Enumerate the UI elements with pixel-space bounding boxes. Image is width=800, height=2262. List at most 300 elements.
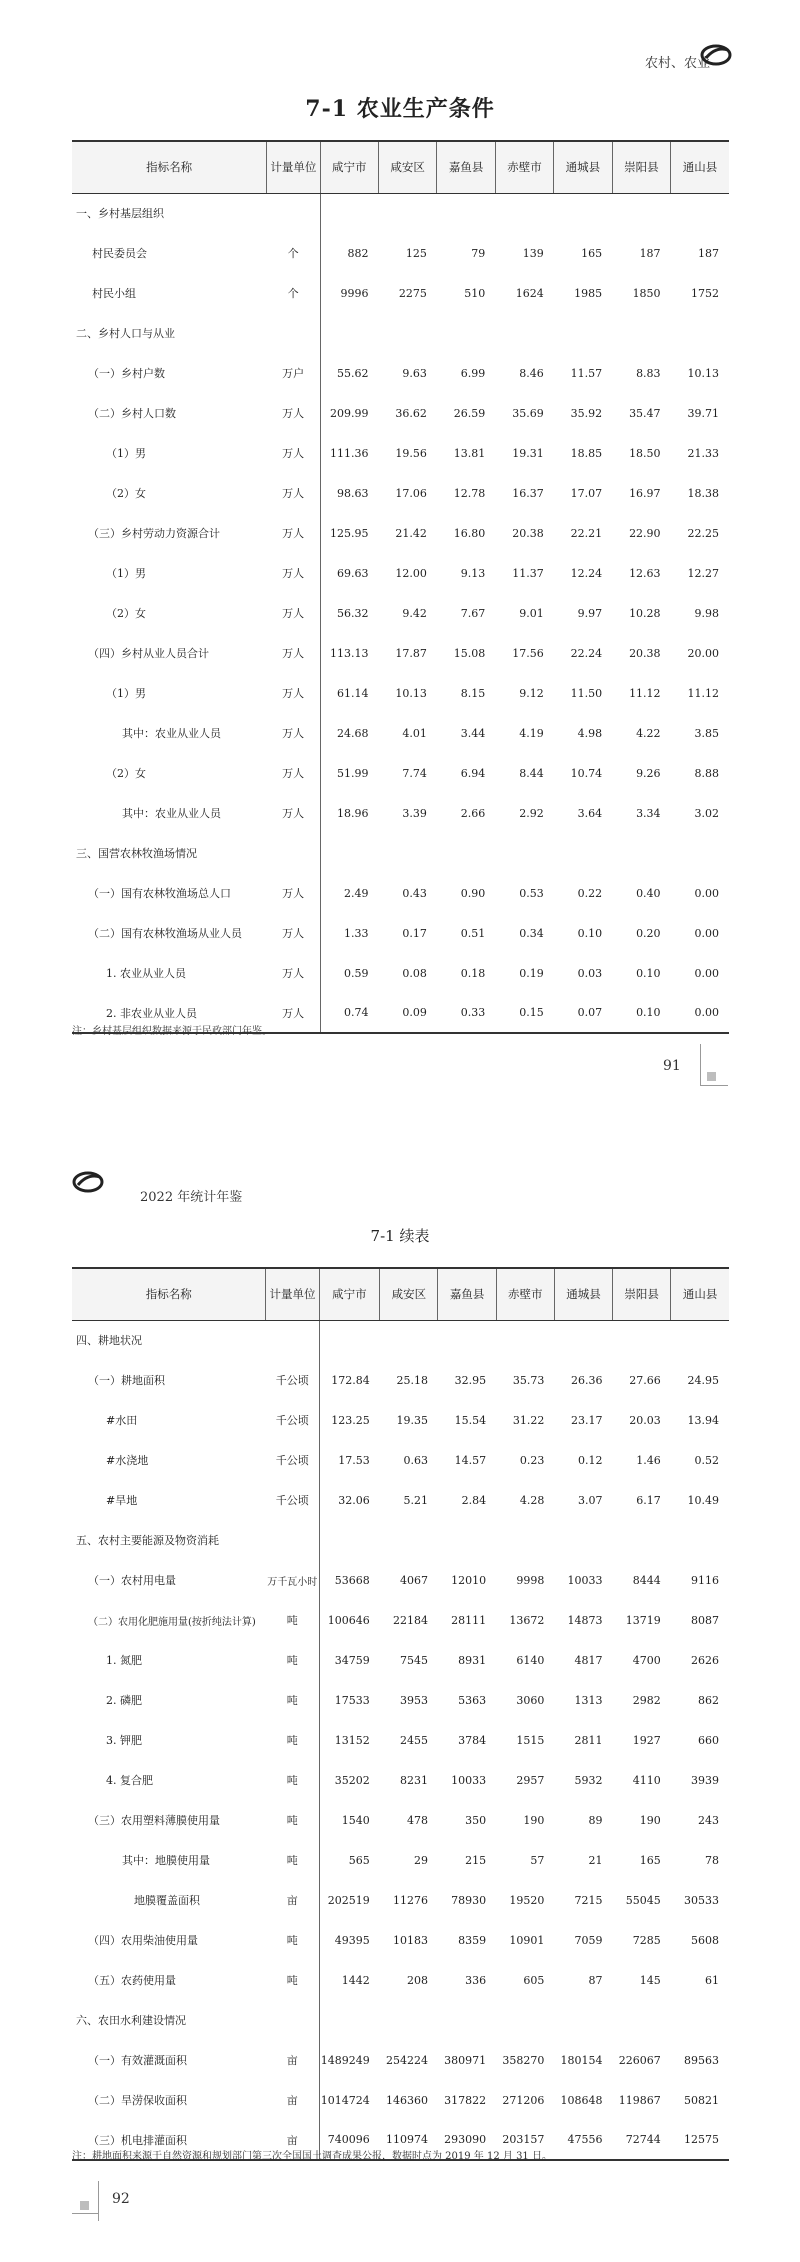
cell-value <box>380 1320 438 1360</box>
cell-value <box>378 193 436 233</box>
row-label: 其中：农业从业人员 <box>122 807 221 820</box>
cell-value: 3.34 <box>636 806 661 820</box>
table-row <box>72 1360 729 1400</box>
cell-value: 0.23 <box>519 1453 545 1467</box>
page-92 <box>0 1131 800 2262</box>
cell-value: 22.25 <box>687 526 719 540</box>
cell-value: 89563 <box>684 2053 719 2067</box>
cell-value: 20.38 <box>512 526 544 540</box>
cell-value <box>495 313 553 353</box>
cell-value: 98.63 <box>336 486 369 500</box>
cell-value: 6.17 <box>636 1493 661 1507</box>
cell-value <box>320 313 378 353</box>
cell-value: 0.17 <box>402 926 427 940</box>
cell-value <box>319 2000 380 2040</box>
row-label: 其中：农业从业人员 <box>122 727 221 740</box>
cell-value: 4.22 <box>636 726 661 740</box>
cell-value: 11.37 <box>512 566 544 580</box>
row-unit <box>267 193 320 233</box>
cell-value: 10.13 <box>395 686 427 700</box>
cell-value: 22.21 <box>570 526 603 540</box>
cell-value: 12.63 <box>629 566 661 580</box>
row-label: 六、农田水利建设情况 <box>76 2014 186 2027</box>
cell-value: 6.94 <box>460 766 486 780</box>
cell-value: 113.13 <box>329 646 369 660</box>
cell-value: 17.53 <box>338 1453 370 1467</box>
cell-value: 9.97 <box>577 606 603 620</box>
cell-value <box>320 193 378 233</box>
cell-value: 0.12 <box>578 1453 603 1467</box>
cell-value: 358270 <box>502 2053 545 2067</box>
cell-value: 3.85 <box>694 726 719 740</box>
cell-value <box>437 833 495 873</box>
row-unit: 千公顷 <box>266 1480 319 1520</box>
cell-value: 49395 <box>334 1933 370 1947</box>
row-label: （三）机电排灌面积 <box>72 2120 266 2160</box>
cell-value: 8444 <box>632 1573 661 1587</box>
cell-value: 1624 <box>515 286 544 300</box>
cell-value: 0.43 <box>402 886 427 900</box>
row-unit: 亩 <box>266 2120 319 2160</box>
table-row <box>72 553 729 593</box>
table-row <box>72 953 729 993</box>
cell-value: 1752 <box>691 286 719 300</box>
agri-conditions-continued-table <box>72 1267 729 2161</box>
table-row <box>72 753 729 793</box>
cell-value: 1014724 <box>320 2093 370 2107</box>
table-row <box>72 273 729 313</box>
cell-value: 21 <box>588 1853 603 1867</box>
cell-value: 203157 <box>496 2120 554 2160</box>
cell-value: 119867 <box>618 2093 661 2107</box>
cell-value: 271206 <box>502 2093 545 2107</box>
cell-value: 10.74 <box>570 766 603 780</box>
cell-value: 35.73 <box>512 1373 545 1387</box>
cell-value: 61.14 <box>336 686 369 700</box>
cell-value: 20.38 <box>629 646 661 660</box>
column-header: 崇阳县 <box>613 1268 671 1320</box>
cell-value <box>496 1320 554 1360</box>
cell-value <box>378 313 436 353</box>
row-label: 五、农村主要能源及物资消耗 <box>76 1534 219 1547</box>
cell-value: 8.83 <box>636 366 661 380</box>
cell-value: 8.46 <box>519 366 544 380</box>
cell-value: 0.18 <box>460 966 486 980</box>
row-unit: 千公顷 <box>266 1400 319 1440</box>
row-label: 一、乡村基层组织 <box>76 207 164 221</box>
table-title: 7-1 农业生产条件 <box>305 96 495 122</box>
cell-value <box>613 1320 671 1360</box>
cell-value <box>671 2000 729 2040</box>
cell-value: 0.59 <box>343 966 369 980</box>
cell-value: 0.22 <box>577 886 603 900</box>
cell-value: 0.63 <box>403 1453 428 1467</box>
cell-value: 1985 <box>574 286 603 300</box>
cell-value: 1442 <box>341 1973 370 1987</box>
cell-value: 202519 <box>327 1893 370 1907</box>
row-unit <box>266 1320 319 1360</box>
table-row <box>72 2000 729 2040</box>
row-unit: 吨 <box>266 1640 319 1680</box>
cell-value: 1.46 <box>636 1453 661 1467</box>
cell-value: 25.18 <box>396 1373 428 1387</box>
cell-value: 12010 <box>451 1573 487 1587</box>
cell-value: 7.67 <box>460 606 486 620</box>
cell-value: 10183 <box>392 1933 428 1947</box>
column-header: 嘉鱼县 <box>437 141 495 193</box>
cell-value: 3784 <box>458 1733 487 1747</box>
row-unit <box>267 833 320 873</box>
cell-value: 17.07 <box>570 486 603 500</box>
page-rule <box>700 1085 728 1086</box>
table-row <box>72 1520 729 1560</box>
cell-value: 2.66 <box>460 806 486 820</box>
cell-value: 317822 <box>444 2093 487 2107</box>
cell-value: 87 <box>588 1973 603 1987</box>
cell-value: 478 <box>406 1813 428 1827</box>
row-label: #水田 <box>106 1414 138 1427</box>
cell-value: 8931 <box>458 1653 487 1667</box>
cell-value: 0.40 <box>636 886 661 900</box>
row-label: （二）乡村人口数 <box>88 407 176 420</box>
cell-value <box>319 1520 380 1560</box>
cell-value: 7059 <box>574 1933 603 1947</box>
cell-value: 23.17 <box>571 1413 603 1427</box>
table-row <box>72 1320 729 1360</box>
page-number: 92 <box>112 2191 130 2207</box>
cell-value: 10.13 <box>687 366 719 380</box>
cell-value: 24.95 <box>687 1373 719 1387</box>
cell-value: 7285 <box>632 1933 661 1947</box>
row-unit: 万人 <box>267 993 320 1033</box>
row-unit: 亩 <box>266 2080 319 2120</box>
table-row <box>72 193 729 233</box>
row-label: （2）女 <box>106 607 146 620</box>
cell-value: 8231 <box>399 1773 428 1787</box>
table-row <box>72 1440 729 1480</box>
cell-value: 17.87 <box>395 646 427 660</box>
cell-value: 35.47 <box>629 406 661 420</box>
row-unit: 万人 <box>267 873 320 913</box>
cell-value: 0.51 <box>460 926 486 940</box>
cell-value: 4700 <box>632 1653 661 1667</box>
cell-value: 34759 <box>334 1653 370 1667</box>
cell-value: 32.06 <box>338 1493 370 1507</box>
cell-value <box>496 2000 554 2040</box>
cell-value: 187 <box>639 246 661 260</box>
cell-value: 740096 <box>319 2120 380 2160</box>
row-label: （1）男 <box>106 687 146 700</box>
cell-value: 16.80 <box>453 526 486 540</box>
row-unit: 万人 <box>267 673 320 713</box>
row-label: （一）乡村户数 <box>88 367 165 380</box>
row-unit: 吨 <box>266 1960 319 2000</box>
cell-value: 208 <box>406 1973 428 1987</box>
agri-conditions-table <box>72 140 729 1034</box>
cell-value: 3.02 <box>694 806 719 820</box>
cell-value: 78 <box>705 1853 719 1867</box>
row-label: （四）农用柴油使用量 <box>88 1934 198 1947</box>
table-row <box>72 1480 729 1520</box>
cell-value: 1.33 <box>343 926 369 940</box>
cell-value: 2275 <box>398 286 427 300</box>
row-label: #旱地 <box>106 1494 138 1507</box>
row-unit: 亩 <box>266 1880 319 1920</box>
table-row <box>72 1760 729 1800</box>
cell-value: 9116 <box>691 1573 719 1587</box>
page-divider <box>98 2181 99 2221</box>
row-unit: 个 <box>267 233 320 273</box>
yearbook-header: 2022 年统计年鉴 <box>140 1190 243 1205</box>
row-label: （二）农用化肥施用量(按折纯法计算) <box>88 1616 256 1628</box>
cell-value: 12575 <box>671 2120 729 2160</box>
cell-value: 12.78 <box>453 486 486 500</box>
cell-value: 30533 <box>684 1893 719 1907</box>
cell-value: 18.50 <box>629 446 661 460</box>
row-unit: 万人 <box>267 713 320 753</box>
cell-value <box>612 833 670 873</box>
cell-value: 660 <box>698 1733 719 1747</box>
table-note: 注：乡村基层组织数据来源于民政部门年鉴。 <box>72 1026 272 1037</box>
column-header: 通山县 <box>671 141 729 193</box>
table-row <box>72 233 729 273</box>
cell-value: 0.10 <box>577 926 603 940</box>
row-label: （五）农药使用量 <box>88 1974 176 1987</box>
cell-value: 11.50 <box>570 686 603 700</box>
table-row <box>72 1560 729 1600</box>
column-header: 赤壁市 <box>495 141 553 193</box>
cell-value: 29 <box>413 1853 428 1867</box>
cell-value: 6140 <box>516 1653 545 1667</box>
cell-value: 123.25 <box>331 1413 370 1427</box>
table-row <box>72 473 729 513</box>
table-row <box>72 1720 729 1760</box>
cell-value: 0.19 <box>519 966 544 980</box>
cell-value <box>496 1520 554 1560</box>
cell-value <box>613 2000 671 2040</box>
cell-value: 10033 <box>451 1773 487 1787</box>
cell-value <box>671 313 729 353</box>
row-label: 2. 非农业从业人员 <box>72 993 267 1033</box>
cell-value: 16.97 <box>629 486 661 500</box>
row-label: （四）乡村从业人员合计 <box>88 647 209 660</box>
cell-value: 13.81 <box>453 446 486 460</box>
row-unit: 万人 <box>267 553 320 593</box>
cell-value <box>671 193 729 233</box>
cell-value: 35.92 <box>570 406 603 420</box>
cell-value <box>612 313 670 353</box>
cell-value: 293090 <box>438 2120 496 2160</box>
table-row <box>72 873 729 913</box>
page-number: 91 <box>663 1058 681 1074</box>
cell-value: 9.01 <box>519 606 544 620</box>
cell-value: 27.66 <box>629 1373 661 1387</box>
cell-value: 4.98 <box>577 726 603 740</box>
cell-value <box>437 193 495 233</box>
cell-value: 22.90 <box>629 526 661 540</box>
cell-value: 7545 <box>399 1653 428 1667</box>
cell-value: 145 <box>639 1973 661 1987</box>
row-unit: 吨 <box>266 1760 319 1800</box>
row-label: （1）男 <box>106 567 146 580</box>
cell-value: 18.38 <box>687 486 719 500</box>
cell-value: 55045 <box>625 1893 661 1907</box>
cell-value: 18.85 <box>570 446 603 460</box>
cell-value: 8087 <box>691 1613 719 1627</box>
cell-value: 3.64 <box>577 806 603 820</box>
cell-value: 0.08 <box>402 966 427 980</box>
cell-value: 165 <box>639 1853 661 1867</box>
table-row <box>72 393 729 433</box>
table-row <box>72 513 729 553</box>
table-row <box>72 593 729 633</box>
row-unit: 万人 <box>267 913 320 953</box>
cell-value: 1850 <box>632 286 661 300</box>
column-header: 指标名称 <box>72 141 267 193</box>
row-unit: 吨 <box>266 1680 319 1720</box>
cell-value: 55.62 <box>336 366 369 380</box>
table-row <box>72 1400 729 1440</box>
cell-value: 14873 <box>567 1613 603 1627</box>
cell-value: 17.06 <box>395 486 427 500</box>
cell-value: 0.10 <box>636 966 661 980</box>
cell-value: 226067 <box>618 2053 661 2067</box>
row-unit: 吨 <box>266 1600 319 1640</box>
row-label: （一）国有农林牧渔场总人口 <box>88 887 231 900</box>
cell-value: 26.59 <box>453 406 486 420</box>
row-unit: 千公顷 <box>266 1440 319 1480</box>
table-row <box>72 2040 729 2080</box>
row-unit: 千公顷 <box>266 1360 319 1400</box>
cell-value: 26.36 <box>571 1373 603 1387</box>
row-unit: 万人 <box>267 793 320 833</box>
cell-value: 18.96 <box>336 806 369 820</box>
table-row <box>72 353 729 393</box>
column-header: 计量单位 <box>267 141 320 193</box>
row-label: 3. 钾肥 <box>106 1734 142 1747</box>
cell-value: 125.95 <box>329 526 369 540</box>
row-label: （1）男 <box>106 447 146 460</box>
cell-value: 510 <box>464 286 486 300</box>
row-label: 二、乡村人口与从业 <box>76 327 175 340</box>
cell-value: 110974 <box>380 2120 438 2160</box>
cell-value: 4.19 <box>519 726 544 740</box>
cell-value: 9.26 <box>636 766 661 780</box>
page-rule <box>72 2213 98 2214</box>
cell-value: 9.12 <box>519 686 544 700</box>
row-unit: 万人 <box>267 953 320 993</box>
cell-value: 20.03 <box>629 1413 661 1427</box>
row-label: 4. 复合肥 <box>106 1774 153 1787</box>
cell-value: 89 <box>588 1813 603 1827</box>
cell-value: 0.00 <box>671 993 729 1033</box>
table-row <box>72 1640 729 1680</box>
cell-value: 21.33 <box>687 446 719 460</box>
cell-value: 187 <box>698 246 719 260</box>
table-row <box>72 2080 729 2120</box>
table-row <box>72 793 729 833</box>
row-unit: 万人 <box>267 633 320 673</box>
cell-value <box>554 2000 612 2040</box>
cell-value <box>554 1320 612 1360</box>
row-label: （2）女 <box>106 767 146 780</box>
cell-value: 0.74 <box>320 993 378 1033</box>
cell-value: 1515 <box>516 1733 545 1747</box>
row-label: （2）女 <box>106 487 146 500</box>
cell-value <box>612 193 670 233</box>
cell-value: 9.63 <box>402 366 427 380</box>
cell-value: 9.13 <box>460 566 486 580</box>
column-header: 崇阳县 <box>612 141 670 193</box>
table-subtitle: 7-1 续表 <box>370 1227 430 1245</box>
cell-value: 28111 <box>451 1613 487 1627</box>
cell-value: 5932 <box>574 1773 603 1787</box>
cell-value: 36.62 <box>395 406 427 420</box>
cell-value: 0.52 <box>694 1453 719 1467</box>
row-label: 2. 磷肥 <box>106 1694 142 1707</box>
cell-value: 0.00 <box>694 926 719 940</box>
cell-value: 4067 <box>399 1573 428 1587</box>
cell-value: 10033 <box>567 1573 603 1587</box>
cell-value: 9998 <box>516 1573 545 1587</box>
row-label: 其中：地膜使用量 <box>122 1854 210 1867</box>
cell-value: 862 <box>698 1693 719 1707</box>
cell-value: 11.57 <box>570 366 603 380</box>
table-row <box>72 313 729 353</box>
table-row <box>72 1960 729 2000</box>
cell-value: 605 <box>523 1973 545 1987</box>
column-header: 指标名称 <box>72 1268 266 1320</box>
row-label: 地膜覆盖面积 <box>134 1894 200 1907</box>
row-unit: 吨 <box>266 1840 319 1880</box>
cell-value: 22.24 <box>570 646 603 660</box>
cell-value: 8.44 <box>519 766 544 780</box>
row-label: 村民委员会 <box>92 247 147 260</box>
cell-value: 100646 <box>327 1613 370 1627</box>
row-unit <box>267 313 320 353</box>
cell-value <box>438 2000 496 2040</box>
cell-value <box>671 833 729 873</box>
cell-value: 32.95 <box>454 1373 487 1387</box>
column-header: 咸安区 <box>380 1268 438 1320</box>
cell-value: 2.49 <box>343 886 369 900</box>
cell-value: 209.99 <box>329 406 369 420</box>
row-unit <box>266 1520 319 1560</box>
cell-value: 9.42 <box>402 606 427 620</box>
cell-value: 11.12 <box>629 686 661 700</box>
table-header-row <box>72 141 729 193</box>
page-divider <box>700 1044 701 1086</box>
cell-value: 11.12 <box>687 686 719 700</box>
cell-value: 21.42 <box>395 526 427 540</box>
cell-value: 0.90 <box>460 886 486 900</box>
cell-value: 3.44 <box>460 726 486 740</box>
column-header: 嘉鱼县 <box>438 1268 496 1320</box>
cell-value: 2957 <box>516 1773 545 1787</box>
cell-value: 47556 <box>554 2120 612 2160</box>
cell-value: 336 <box>465 1973 487 1987</box>
cell-value: 0.00 <box>694 966 719 980</box>
cell-value: 2455 <box>399 1733 428 1747</box>
cell-value: 2626 <box>691 1653 719 1667</box>
table-row <box>72 1920 729 1960</box>
row-label: （二）旱涝保收面积 <box>88 2094 187 2107</box>
cell-value: 12.24 <box>570 566 603 580</box>
cell-value: 61 <box>705 1973 719 1987</box>
cell-value <box>495 833 553 873</box>
row-unit: 万人 <box>267 513 320 553</box>
row-unit: 吨 <box>266 1720 319 1760</box>
